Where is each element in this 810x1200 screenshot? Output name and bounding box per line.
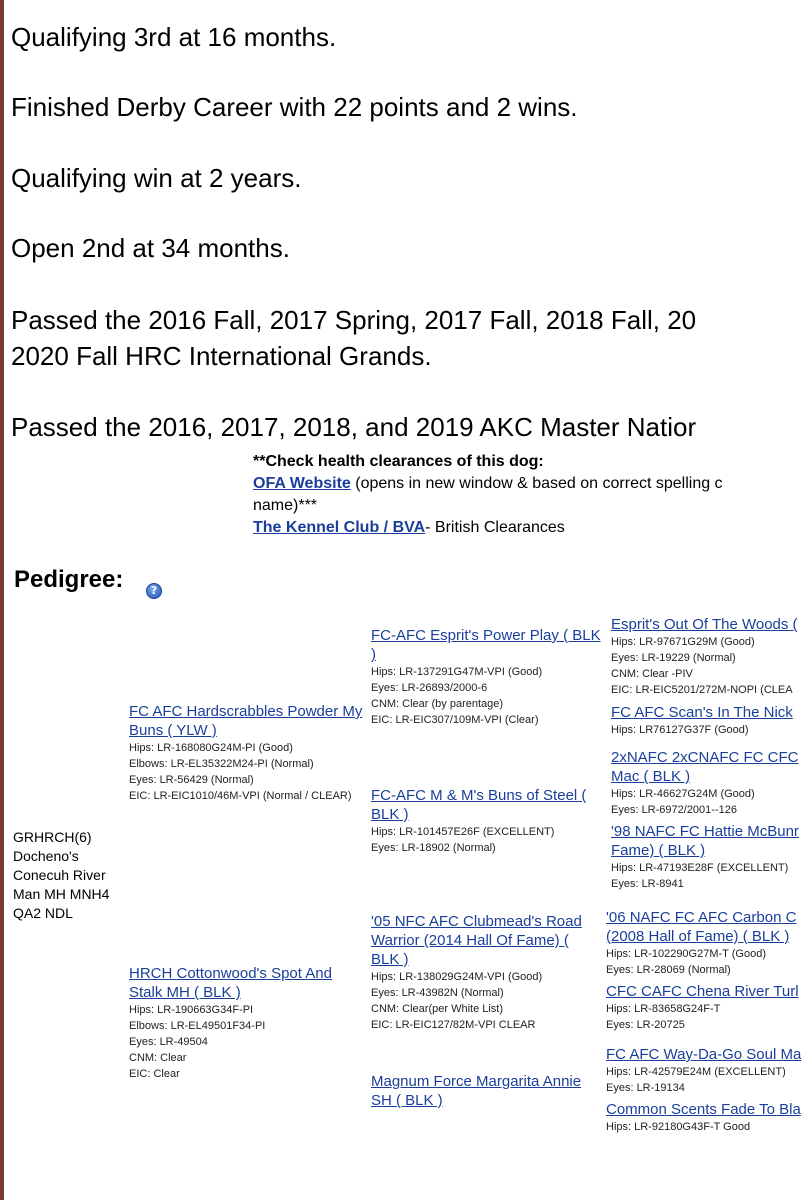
dam-sire-link-cont[interactable]: Warrior (2014 Hall Of Fame) (: [371, 932, 569, 949]
sire-dam-link[interactable]: FC-AFC M & M's Buns of Steel (: [371, 787, 587, 804]
ssd-entry: [611, 703, 810, 738]
dam-clearance: Elbows: LR-EL49501F34-PI: [129, 1020, 266, 1032]
dsd-entry: [606, 982, 810, 1033]
ddd-link[interactable]: Common Scents Fade To Bla: [606, 1101, 801, 1118]
sire-dam-clearance: Eyes: LR-18902 (Normal): [371, 842, 496, 854]
dam-sire-link-cont[interactable]: BLK ): [371, 951, 409, 968]
dss-link[interactable]: '06 NAFC FC AFC Carbon C: [606, 909, 797, 926]
sds-entry: [611, 748, 810, 818]
ssd-link[interactable]: FC AFC Scan's In The Nick: [611, 704, 793, 721]
sire-link[interactable]: FC AFC Hardscrabbles Powder My: [129, 703, 363, 720]
sds-clearance: Eyes: LR-6972/2001--126: [611, 804, 737, 816]
sss-clearance: Eyes: LR-19229 (Normal): [611, 652, 736, 664]
dss-entry: [606, 908, 810, 978]
dam-link[interactable]: HRCH Cottonwood's Spot And: [129, 965, 332, 982]
achievement-text: Qualifying win at 2 years.: [11, 163, 302, 193]
sss-clearance: EIC: LR-EIC5201/272M-NOPI (CLEA: [611, 684, 793, 696]
sire-dam-entry: [371, 786, 603, 856]
sdd-link[interactable]: '98 NAFC FC Hattie McBunr: [611, 823, 799, 840]
kennel-club-link[interactable]: The Kennel Club / BVA: [253, 519, 426, 536]
achievement-text: Finished Derby Career with 22 points and 2 wins.: [11, 92, 578, 122]
sdd-link-cont[interactable]: Fame) ( BLK ): [611, 842, 706, 859]
sdd-clearance: Hips: LR-47193E28F (EXCELLENT): [611, 862, 789, 874]
dam-sire-clearance: EIC: LR-EIC127/82M-VPI CLEAR: [371, 1019, 536, 1031]
sire-clearance: Hips: LR-168080G24M-PI (Good): [129, 742, 293, 754]
sds-clearance: Hips: LR-46627G24M (Good): [611, 788, 755, 800]
achievement-text: Passed the 2016, 2017, 2018, and 2019 AKC Master Natior: [11, 412, 697, 442]
sire-sire-clearance: Hips: LR-137291G47M-VPI (Good): [371, 666, 543, 678]
health-clearances: [253, 451, 810, 539]
sire-sire-clearance: Eyes: LR-26893/2000-6: [371, 682, 488, 694]
subject-name-line: QA2 NDL: [13, 905, 73, 921]
dam-sire-clearance: Eyes: LR-43982N (Normal): [371, 987, 504, 999]
sire-clearance: Eyes: LR-56429 (Normal): [129, 774, 254, 786]
achievement-text: Qualifying 3rd at 16 months.: [11, 22, 337, 52]
ofa-note-continued: name)***: [253, 497, 318, 514]
dsd-clearance: Eyes: LR-20725: [606, 1019, 685, 1031]
sire-sire-entry: [371, 626, 603, 728]
achievement-text: Passed the 2016 Fall, 2017 Spring, 2017 Fall, 2018 Fall, 20: [11, 305, 697, 335]
dds-entry: [606, 1045, 810, 1096]
dam-sire-entry: [371, 912, 603, 1033]
sire-dam-link-cont[interactable]: BLK ): [371, 806, 409, 823]
ddd-entry: [606, 1100, 810, 1135]
achievement-text: 2020 Fall HRC International Grands.: [11, 341, 432, 371]
pedigree-title: Pedigree:: [14, 566, 124, 593]
dds-clearance: Hips: LR-42579E24M (EXCELLENT): [606, 1066, 786, 1078]
achievement-text: Open 2nd at 34 months.: [11, 233, 290, 263]
subject-name-line: Docheno's: [13, 848, 79, 864]
sss-entry: [611, 615, 810, 698]
dam-sire-link[interactable]: '05 NFC AFC Clubmead's Road: [371, 913, 582, 930]
kennel-club-note: - British Clearances: [425, 519, 565, 536]
sss-clearance: CNM: Clear -PIV: [611, 668, 693, 680]
ofa-note: (opens in new window & based on correct spelling c: [350, 475, 723, 492]
sire-clearance: EIC: LR-EIC1010/46M-VPI (Normal / CLEAR): [129, 790, 352, 802]
dss-clearance: Eyes: LR-28069 (Normal): [606, 964, 731, 976]
dam-dam-link[interactable]: Magnum Force Margarita Annie: [371, 1073, 582, 1090]
dds-link[interactable]: FC AFC Way-Da-Go Soul Ma: [606, 1046, 802, 1063]
sire-clearance: Elbows: LR-EL35322M24-PI (Normal): [129, 758, 314, 770]
dam-clearance: EIC: Clear: [129, 1068, 180, 1080]
ssd-clearance: Hips: LR76127G37F (Good): [611, 724, 749, 736]
ofa-website-link[interactable]: OFA Website: [253, 475, 351, 492]
sire-link-cont[interactable]: Buns ( YLW ): [129, 722, 217, 739]
health-heading: **Check health clearances of this dog:: [253, 453, 544, 470]
dss-clearance: Hips: LR-102290G27M-T (Good): [606, 948, 766, 960]
sire-dam-clearance: Hips: LR-101457E26F (EXCELLENT): [371, 826, 555, 838]
dds-clearance: Eyes: LR-19134: [606, 1082, 685, 1094]
sss-clearance: Hips: LR-97671G29M (Good): [611, 636, 755, 648]
dss-link-cont[interactable]: (2008 Hall of Fame) ( BLK ): [606, 928, 790, 945]
sire-entry: [129, 702, 369, 804]
help-icon[interactable]: ?: [146, 583, 162, 599]
dsd-clearance: Hips: LR-83658G24F-T: [606, 1003, 721, 1015]
dam-clearance: Hips: LR-190663G34F-PI: [129, 1004, 254, 1016]
sdd-clearance: Eyes: LR-8941: [611, 878, 684, 890]
ddd-clearance: Hips: LR-92180G43F-T Good: [606, 1121, 751, 1133]
dam-dam-entry: [371, 1072, 603, 1110]
sire-sire-clearance: CNM: Clear (by parentage): [371, 698, 504, 710]
dam-link-cont[interactable]: Stalk MH ( BLK ): [129, 984, 241, 1001]
subject-dog-name: [13, 828, 133, 923]
dsd-link[interactable]: CFC CAFC Chena River Turl: [606, 983, 799, 1000]
sss-link[interactable]: Esprit's Out Of The Woods (: [611, 616, 798, 633]
sire-sire-link[interactable]: FC-AFC Esprit's Power Play ( BLK: [371, 627, 601, 644]
subject-name-line: Conecuh River: [13, 867, 106, 883]
sds-link-cont[interactable]: Mac ( BLK ): [611, 768, 691, 785]
dam-clearance: Eyes: LR-49504: [129, 1036, 208, 1048]
sire-sire-clearance: EIC: LR-EIC307/109M-VPI (Clear): [371, 714, 539, 726]
dam-dam-link-cont[interactable]: SH ( BLK ): [371, 1092, 443, 1109]
dam-sire-clearance: CNM: Clear(per White List): [371, 1003, 504, 1015]
subject-name-line: GRHRCH(6): [13, 829, 92, 845]
dam-entry: [129, 964, 369, 1082]
subject-name-line: Man MH MNH4: [13, 886, 110, 902]
sdd-entry: [611, 822, 810, 892]
sire-sire-link-cont[interactable]: ): [371, 646, 376, 663]
dam-sire-clearance: Hips: LR-138029G24M-VPI (Good): [371, 971, 543, 983]
sds-link[interactable]: 2xNAFC 2xCNAFC FC CFC: [611, 749, 799, 766]
dam-clearance: CNM: Clear: [129, 1052, 187, 1064]
left-border: [0, 0, 4, 1200]
